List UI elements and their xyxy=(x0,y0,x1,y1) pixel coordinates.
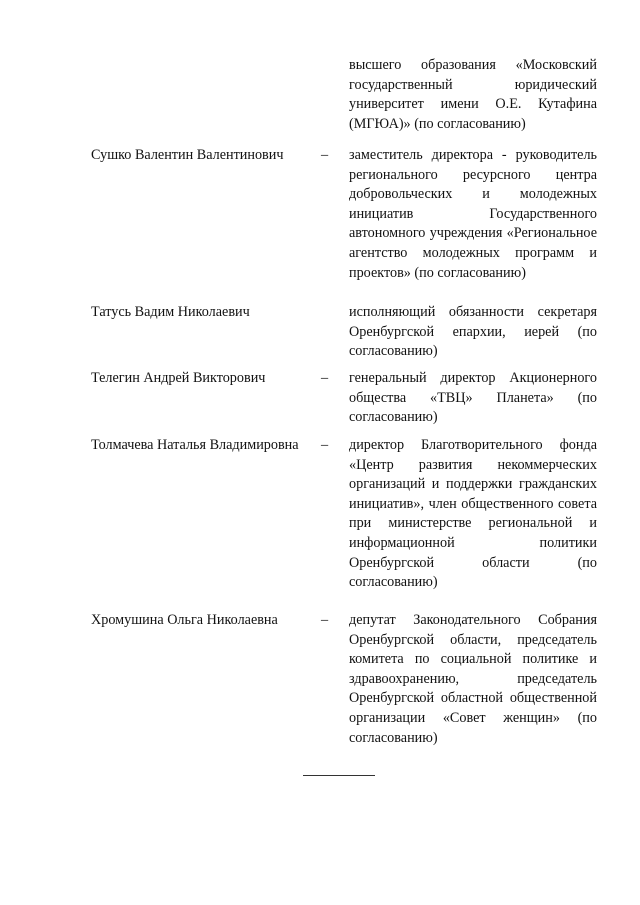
member-dash: – xyxy=(321,147,329,163)
member-name: Татусь Вадим Николаевич xyxy=(91,304,250,320)
member-position: заместитель директора - руководитель регионального ресурсного центра добровольческих и молодежных инициатив Государственного автономного учреждения «Региональное агентство молодежных программ и проектов» (по согласованию) xyxy=(349,147,597,281)
member-position: исполняющий обязанности секретаря Оренбургской епархии, иерей (по согласованию) xyxy=(349,304,597,360)
member-name: Сушко Валентин Валентинович xyxy=(91,147,284,163)
continued-position-text: высшего образования «Московский государственный юридический университет имени О.Е. Кутафина (МГЮА)» (по согласованию) xyxy=(349,57,597,132)
member-name: Телегин Андрей Викторович xyxy=(91,370,266,386)
member-position: генеральный директор Акционерного общества «ТВЦ» Планета» (по согласованию) xyxy=(349,370,597,426)
member-dash: – xyxy=(321,370,329,386)
end-divider-line xyxy=(303,775,375,776)
member-position: депутат Законодательного Собрания Оренбургской области, председатель комитета по социальной политике и здравоохранению, председатель Оренбургской областной общественной организации «Совет женщин» (по согласованию) xyxy=(349,612,597,746)
member-position: директор Благотворительного фонда «Центр развития некоммерческих организаций и поддержки гражданских инициатив», член общественного совета при министерстве региональной и информационной политики Оренбургской области (по согласованию) xyxy=(349,437,597,591)
member-name: Хромушина Ольга Николаевна xyxy=(91,612,278,628)
member-dash: – xyxy=(321,612,329,628)
member-dash: – xyxy=(321,437,329,453)
member-name: Толмачева Наталья Владимировна xyxy=(91,437,299,453)
